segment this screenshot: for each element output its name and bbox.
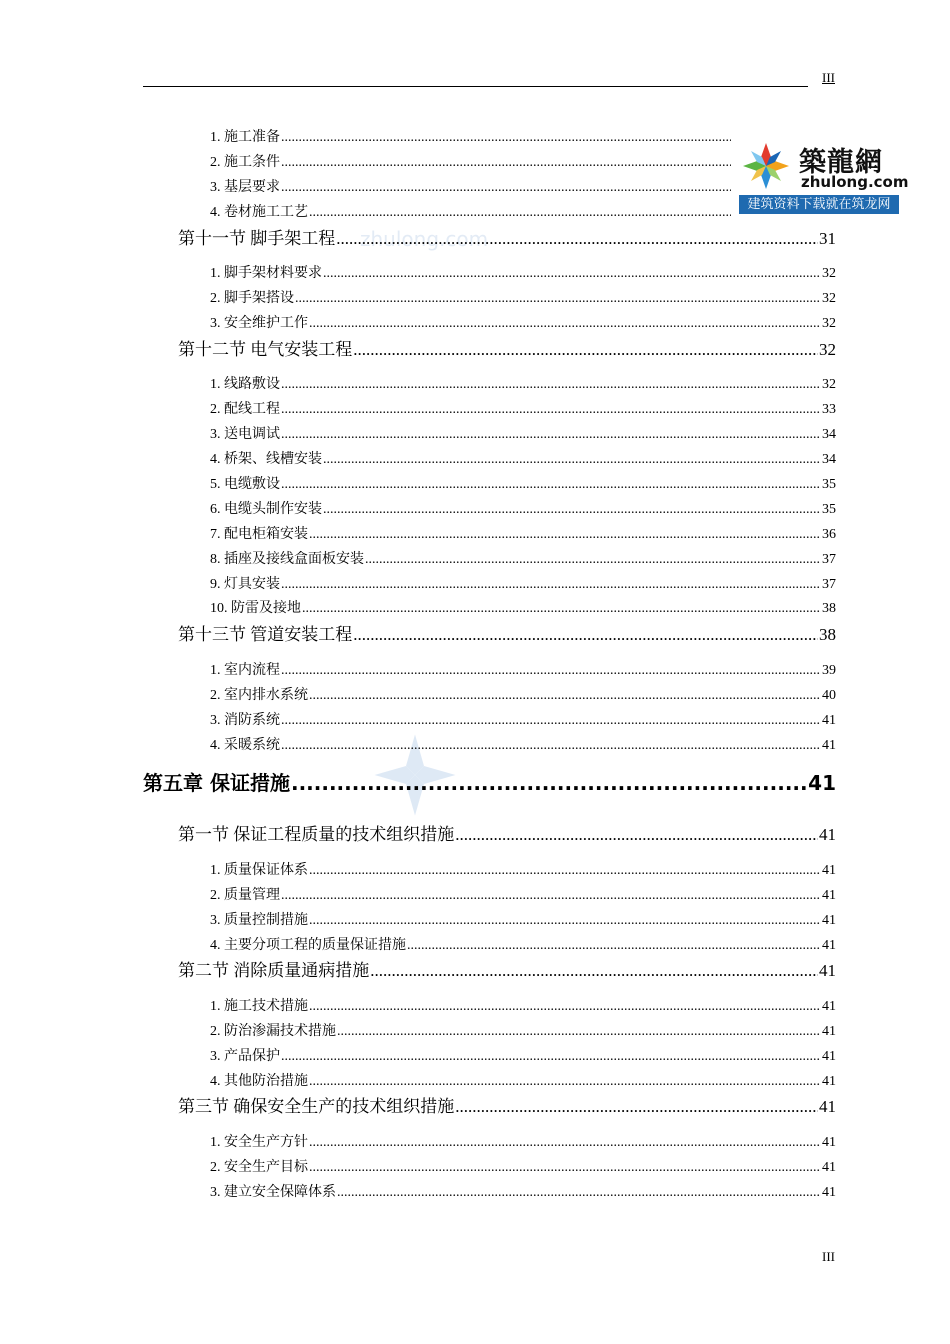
toc-page-number: 32 xyxy=(822,266,836,281)
toc-leader-dots xyxy=(455,825,818,845)
toc-item[interactable] xyxy=(210,1070,836,1090)
logo-chinese-name: 築龍網 xyxy=(799,147,883,178)
toc-leader-dots xyxy=(281,180,731,196)
toc-title: 10. 防雷及接地 xyxy=(210,601,301,616)
toc-title: 4. 其他防治措施 xyxy=(210,1074,308,1089)
toc-leader-dots xyxy=(309,1074,821,1090)
toc-item[interactable] xyxy=(210,1045,836,1065)
toc-page-number: 40 xyxy=(822,688,836,703)
toc-page-number: 34 xyxy=(822,452,836,467)
toc-item[interactable] xyxy=(210,312,836,332)
toc-item[interactable] xyxy=(210,176,732,196)
toc-leader-dots xyxy=(295,291,821,307)
toc-leader-dots xyxy=(309,316,821,332)
toc-section[interactable] xyxy=(178,224,836,248)
toc-title: 1. 线路敷设 xyxy=(210,377,280,392)
toc-item[interactable] xyxy=(210,995,836,1015)
toc-page-number: 41 xyxy=(822,999,836,1014)
toc-title: 3. 安全维护工作 xyxy=(210,316,308,331)
toc-title: 第十一节 脚手架工程 xyxy=(178,229,336,248)
toc-page-number: 32 xyxy=(822,291,836,306)
toc-item[interactable] xyxy=(210,934,836,954)
toc-item[interactable] xyxy=(210,1156,836,1176)
toc-title: 2. 防治渗漏技术措施 xyxy=(210,1024,336,1039)
toc-title: 2. 质量管理 xyxy=(210,888,280,903)
toc-leader-dots xyxy=(353,340,818,360)
toc-leader-dots xyxy=(323,452,821,468)
toc-page-number: 41 xyxy=(808,771,836,795)
toc-leader-dots xyxy=(365,552,821,568)
toc-title: 3. 送电调试 xyxy=(210,427,280,442)
toc-page-number: 41 xyxy=(822,1049,836,1064)
toc-leader-dots xyxy=(323,266,821,282)
toc-title: 7. 配电柜箱安装 xyxy=(210,527,308,542)
toc-title: 1. 施工准备 xyxy=(210,130,280,145)
toc-item[interactable] xyxy=(210,201,732,221)
toc-leader-dots xyxy=(336,229,818,249)
toc-leader-dots xyxy=(337,1024,821,1040)
toc-item[interactable] xyxy=(210,126,732,146)
toc-page-number: 41 xyxy=(822,1074,836,1089)
toc-page-number: 41 xyxy=(822,713,836,728)
toc-page-number: 35 xyxy=(822,502,836,517)
toc-leader-dots xyxy=(353,625,818,645)
toc-title: 第十二节 电气安装工程 xyxy=(178,340,353,359)
toc-item[interactable] xyxy=(210,373,836,393)
toc-title: 2. 安全生产目标 xyxy=(210,1160,308,1175)
toc-page-number: 37 xyxy=(822,577,836,592)
toc-section[interactable] xyxy=(178,820,836,844)
toc-title: 2. 配线工程 xyxy=(210,402,280,417)
toc-item[interactable] xyxy=(210,1131,836,1151)
toc-item[interactable] xyxy=(210,884,836,904)
toc-item[interactable] xyxy=(210,548,836,568)
toc-item[interactable] xyxy=(210,734,836,754)
toc-leader-dots xyxy=(291,771,807,795)
toc-title: 1. 质量保证体系 xyxy=(210,863,308,878)
toc-title: 9. 灯具安装 xyxy=(210,577,280,592)
toc-leader-dots xyxy=(281,130,731,146)
toc-section[interactable] xyxy=(178,335,836,359)
toc-page-number: 33 xyxy=(822,402,836,417)
toc-page-number: 31 xyxy=(819,229,836,248)
toc-item[interactable] xyxy=(210,909,836,929)
toc-title: 1. 脚手架材料要求 xyxy=(210,266,322,281)
toc-title: 3. 建立安全保障体系 xyxy=(210,1185,336,1200)
toc-leader-dots xyxy=(309,999,821,1015)
toc-item[interactable] xyxy=(210,573,836,593)
toc-page-number: 41 xyxy=(819,825,836,844)
toc-page-number: 32 xyxy=(819,340,836,359)
toc-title: 1. 室内流程 xyxy=(210,663,280,678)
toc-section[interactable] xyxy=(178,956,836,980)
toc-page-number: 35 xyxy=(822,477,836,492)
toc-page-number: 41 xyxy=(822,1185,836,1200)
toc-page-number: 34 xyxy=(822,427,836,442)
toc-leader-dots xyxy=(309,205,731,221)
toc-title: 第十三节 管道安装工程 xyxy=(178,625,353,644)
toc-title: 4. 主要分项工程的质量保证措施 xyxy=(210,938,406,953)
toc-leader-dots xyxy=(309,527,821,543)
logo-english-name: zhulong.com xyxy=(801,173,909,191)
toc-page-number: 41 xyxy=(822,1135,836,1150)
toc-leader-dots xyxy=(281,477,821,493)
toc-title: 1. 安全生产方针 xyxy=(210,1135,308,1150)
toc-title: 1. 施工技术措施 xyxy=(210,999,308,1014)
toc-leader-dots xyxy=(281,888,821,904)
toc-leader-dots xyxy=(281,577,821,593)
toc-leader-dots xyxy=(281,738,821,754)
toc-item[interactable] xyxy=(210,423,836,443)
toc-item[interactable] xyxy=(210,262,836,282)
toc-leader-dots xyxy=(309,688,821,704)
toc-title: 4. 采暖系统 xyxy=(210,738,280,753)
toc-page-number: 41 xyxy=(822,863,836,878)
toc-page-number: 38 xyxy=(822,601,836,616)
toc-leader-dots xyxy=(455,1097,818,1117)
logo-slogan: 建筑资料下载就在筑龙网 xyxy=(739,195,899,214)
toc-page-number: 32 xyxy=(822,316,836,331)
toc-leader-dots xyxy=(407,938,821,954)
toc-leader-dots xyxy=(309,863,821,879)
toc-leader-dots xyxy=(302,601,821,617)
toc-page-number: 41 xyxy=(819,1097,836,1116)
toc-leader-dots xyxy=(309,1160,821,1176)
toc-title: 4. 桥架、线槽安装 xyxy=(210,452,322,467)
toc-title: 2. 室内排水系统 xyxy=(210,688,308,703)
toc-page-number: 41 xyxy=(822,738,836,753)
toc-title: 第三节 确保安全生产的技术组织措施 xyxy=(178,1097,455,1116)
zhulong-logo xyxy=(739,137,909,214)
header-rule xyxy=(143,86,808,87)
toc-page-number: 39 xyxy=(822,663,836,678)
toc-page-number: 36 xyxy=(822,527,836,542)
toc-item[interactable] xyxy=(210,684,836,704)
toc-leader-dots xyxy=(337,1185,821,1201)
toc-page-number: 37 xyxy=(822,552,836,567)
toc-page-number: 41 xyxy=(819,961,836,980)
toc-leader-dots xyxy=(309,1135,821,1151)
toc-title: 3. 基层要求 xyxy=(210,180,280,195)
toc-item[interactable] xyxy=(210,859,836,879)
toc-page-number: 41 xyxy=(822,1160,836,1175)
toc-leader-dots xyxy=(281,1049,821,1065)
header-page-number: III xyxy=(822,70,835,85)
toc-page-number: 32 xyxy=(822,377,836,392)
toc-title: 3. 产品保护 xyxy=(210,1049,280,1064)
footer-page-number: III xyxy=(822,1249,835,1264)
toc-item[interactable] xyxy=(210,1181,836,1201)
toc-title: 3. 消防系统 xyxy=(210,713,280,728)
toc-page-number: 41 xyxy=(822,888,836,903)
toc-page-number: 41 xyxy=(822,938,836,953)
toc-item[interactable] xyxy=(210,597,836,617)
toc-item[interactable] xyxy=(210,523,836,543)
toc-title: 2. 施工条件 xyxy=(210,155,280,170)
toc-title: 第二节 消除质量通病措施 xyxy=(178,961,370,980)
toc-item[interactable] xyxy=(210,473,836,493)
toc-title: 第五章 保证措施 xyxy=(143,771,290,795)
toc-leader-dots xyxy=(281,427,821,443)
toc-leader-dots xyxy=(281,713,821,729)
toc-title: 第一节 保证工程质量的技术组织措施 xyxy=(178,825,455,844)
toc-chapter[interactable] xyxy=(143,767,836,795)
toc-page-number: 38 xyxy=(819,625,836,644)
toc-leader-dots xyxy=(281,377,821,393)
toc-title: 2. 脚手架搭设 xyxy=(210,291,294,306)
toc-leader-dots xyxy=(281,663,821,679)
toc-item[interactable] xyxy=(210,498,836,518)
toc-leader-dots xyxy=(323,502,821,518)
toc-title: 8. 插座及接线盒面板安装 xyxy=(210,552,364,567)
toc-title: 6. 电缆头制作安装 xyxy=(210,502,322,517)
toc-item[interactable] xyxy=(210,448,836,468)
toc-leader-dots xyxy=(370,961,818,981)
toc-title: 4. 卷材施工工艺 xyxy=(210,205,308,220)
toc-section[interactable] xyxy=(178,1092,836,1116)
toc-item[interactable] xyxy=(210,709,836,729)
toc-leader-dots xyxy=(281,402,821,418)
toc-item[interactable] xyxy=(210,287,836,307)
toc-page-number: 41 xyxy=(822,913,836,928)
watermark-text: zhulong.com xyxy=(360,227,489,251)
toc-item[interactable] xyxy=(210,659,836,679)
toc-item[interactable] xyxy=(210,398,836,418)
toc-item[interactable] xyxy=(210,1020,836,1040)
toc-item[interactable] xyxy=(210,151,732,171)
toc-page-number: 41 xyxy=(822,1024,836,1039)
toc-section[interactable] xyxy=(178,620,836,644)
toc-title: 5. 电缆敷设 xyxy=(210,477,280,492)
toc-leader-dots xyxy=(281,155,731,171)
toc-leader-dots xyxy=(309,913,821,929)
toc-title: 3. 质量控制措施 xyxy=(210,913,308,928)
snowflake-logo-icon xyxy=(741,141,791,191)
